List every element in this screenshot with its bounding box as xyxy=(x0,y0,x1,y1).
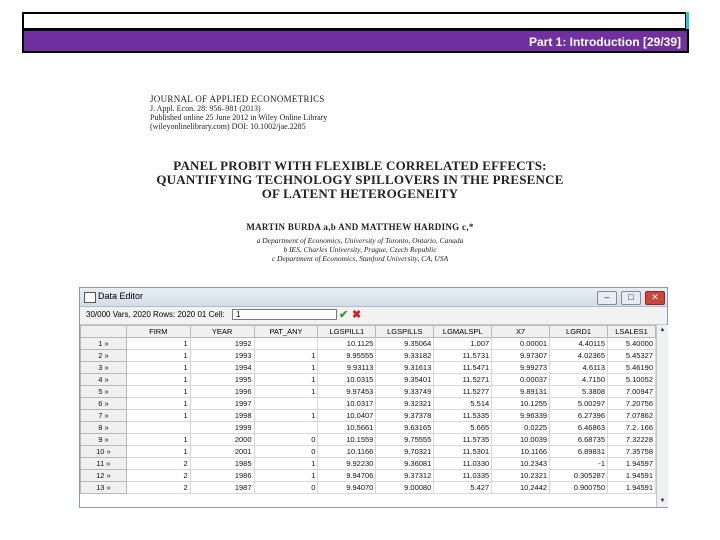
grid-cell[interactable]: 6.68735 xyxy=(550,434,608,446)
grid-cell[interactable]: 9.70321 xyxy=(376,446,434,458)
grid-cell[interactable]: 5.10052 xyxy=(608,374,656,386)
window-title: Data Editor xyxy=(98,291,144,301)
grid-cell[interactable]: 11.5301 xyxy=(434,446,492,458)
grid-cell[interactable]: 2 xyxy=(126,470,190,482)
grid-cell[interactable]: 4.02365 xyxy=(550,350,608,362)
grid-cell[interactable]: 1 xyxy=(254,386,318,398)
table-row xyxy=(81,338,656,350)
grid-cell[interactable]: 6.89831 xyxy=(550,446,608,458)
row-header[interactable]: 6 » xyxy=(81,398,127,410)
grid-cell[interactable]: 11.5735 xyxy=(434,434,492,446)
journal-published: Published online 25 June 2012 in Wiley Online Library xyxy=(150,113,328,122)
paper-title-line1: PANEL PROBIT WITH FLEXIBLE CORRELATED EFFECTS: xyxy=(173,158,547,173)
column-header[interactable]: PAT_ANY xyxy=(254,326,318,338)
grid-header-row xyxy=(81,326,656,338)
grid-cell[interactable]: 1 xyxy=(254,362,318,374)
data-grid-viewport[interactable] xyxy=(80,325,656,507)
grid-cell[interactable]: 10.2442 xyxy=(492,482,550,494)
grid-cell[interactable]: 9.36081 xyxy=(376,458,434,470)
paper-title-line3: OF LATENT HETEROGENEITY xyxy=(261,186,459,201)
grid-cell[interactable]: 9.63165 xyxy=(376,422,434,434)
grid-cell[interactable]: 9.99273 xyxy=(492,362,550,374)
grid-cell[interactable]: 4.6113 xyxy=(550,362,608,374)
table-row xyxy=(81,434,656,446)
grid-cell[interactable]: 11.5271 xyxy=(434,374,492,386)
grid-cell[interactable]: 0.00037 xyxy=(492,374,550,386)
grid-cell[interactable]: 10.5661 xyxy=(318,422,376,434)
table-row xyxy=(81,398,656,410)
grid-cell[interactable]: 5.3808 xyxy=(550,386,608,398)
grid-cell[interactable]: 9.75555 xyxy=(376,434,434,446)
column-header[interactable]: LGSPILLS xyxy=(376,326,434,338)
grid-cell[interactable]: 7.2. 166 xyxy=(608,422,656,434)
grid-cell[interactable]: 1992 xyxy=(190,338,254,350)
grid-cell[interactable]: 1.007 xyxy=(434,338,492,350)
grid-icon xyxy=(84,292,96,303)
grid-cell[interactable]: 0.00001 xyxy=(492,338,550,350)
grid-cell[interactable]: 1 xyxy=(126,362,190,374)
column-header[interactable]: YEAR xyxy=(190,326,254,338)
grid-cell[interactable]: 9.00080 xyxy=(376,482,434,494)
grid-cell[interactable]: 0 xyxy=(254,446,318,458)
scroll-down-arrow-icon[interactable]: ▼ xyxy=(659,498,666,504)
grid-cell[interactable] xyxy=(254,338,318,350)
grid-cell[interactable]: 1995 xyxy=(190,374,254,386)
grid-cell[interactable]: 1994 xyxy=(190,362,254,374)
grid-cell[interactable]: 10.2343 xyxy=(492,458,550,470)
grid-cell[interactable]: 11.0330 xyxy=(434,458,492,470)
grid-cell[interactable]: 7.00947 xyxy=(608,386,656,398)
slide-title: Part 1: Introduction [29/39] xyxy=(528,35,681,49)
grid-cell[interactable]: 4.40115 xyxy=(550,338,608,350)
grid-cell[interactable]: 1 xyxy=(126,434,190,446)
grid-cell[interactable]: 10.0039 xyxy=(492,434,550,446)
grid-cell[interactable]: 0.305287 xyxy=(550,470,608,482)
grid-cell[interactable]: 1 xyxy=(254,350,318,362)
data-grid xyxy=(80,325,656,494)
row-header[interactable]: 7 » xyxy=(81,410,127,422)
grid-cell[interactable]: 1997 xyxy=(190,398,254,410)
grid-cell[interactable]: 9.92230 xyxy=(318,458,376,470)
grid-cell[interactable]: 9.37378 xyxy=(376,410,434,422)
grid-cell[interactable]: 1.94591 xyxy=(608,470,656,482)
grid-cell[interactable]: 9.94706 xyxy=(318,470,376,482)
grid-cell[interactable]: 1 xyxy=(254,374,318,386)
grid-cell[interactable]: 9.97453 xyxy=(318,386,376,398)
grid-cell[interactable]: 1.94591 xyxy=(608,482,656,494)
maximize-button[interactable]: □ xyxy=(621,291,641,305)
grid-cell[interactable]: 0 xyxy=(254,482,318,494)
slide-header-strip xyxy=(22,12,687,29)
paper-authors: MARTIN BURDA a,b AND MATTHEW HARDING c,* xyxy=(246,222,474,232)
grid-cell[interactable]: 10.1559 xyxy=(318,434,376,446)
grid-cell[interactable]: 10.2321 xyxy=(492,470,550,482)
grid-cell[interactable]: 1 xyxy=(126,338,190,350)
grid-cell[interactable]: 1.94597 xyxy=(608,458,656,470)
grid-cell[interactable]: 1 xyxy=(254,410,318,422)
slide-header-accent xyxy=(686,12,689,29)
journal-citation: J. Appl. Econ. 28: 956–981 (2013) xyxy=(150,104,261,113)
affiliation-c: c Department of Economics, Stanford University, CA, USA xyxy=(271,254,449,263)
grid-cell[interactable]: 11.5277 xyxy=(434,386,492,398)
grid-cell[interactable]: 1 xyxy=(126,398,190,410)
grid-cell[interactable]: 1993 xyxy=(190,350,254,362)
paper-title xyxy=(150,159,570,201)
cell-value-input[interactable] xyxy=(232,309,337,320)
editor-toolbar xyxy=(80,307,667,325)
grid-cell[interactable]: 1 xyxy=(254,470,318,482)
table-row xyxy=(81,410,656,422)
affiliation-b: b IES, Charles University, Prague, Czech Republic xyxy=(283,245,437,254)
grid-cell[interactable]: 9.96339 xyxy=(492,410,550,422)
table-row xyxy=(81,458,656,470)
row-header[interactable]: 3 » xyxy=(81,362,127,374)
grid-cell[interactable]: 4.7150 xyxy=(550,374,608,386)
grid-cell[interactable] xyxy=(254,422,318,434)
grid-cell[interactable]: 10.0317 xyxy=(318,398,376,410)
grid-cell[interactable]: 1 xyxy=(126,386,190,398)
grid-cell[interactable]: 11.5335 xyxy=(434,410,492,422)
journal-doi: (wileyonlinelibrary.com) DOI: 10.1002/jae.2285 xyxy=(150,122,306,131)
grid-cell[interactable]: 9.35064 xyxy=(376,338,434,350)
grid-cell[interactable]: 9.33749 xyxy=(376,386,434,398)
column-header[interactable]: LGMALSPL xyxy=(434,326,492,338)
grid-cell[interactable]: 1 xyxy=(126,446,190,458)
slide-title-bar xyxy=(22,29,689,53)
grid-cell[interactable]: 1 xyxy=(126,350,190,362)
grid-cell[interactable]: 5.514 xyxy=(434,398,492,410)
dataset-info: 30/000 Vars, 2020 Rows: 2020 01 Cell: xyxy=(86,310,225,319)
grid-cell[interactable]: 1987 xyxy=(190,482,254,494)
grid-cell[interactable]: 11.5731 xyxy=(434,350,492,362)
grid-cell[interactable]: 6.27396 xyxy=(550,410,608,422)
grid-cell[interactable]: 11.5471 xyxy=(434,362,492,374)
grid-cell[interactable]: 10.1166 xyxy=(318,446,376,458)
table-row xyxy=(81,350,656,362)
grid-cell[interactable] xyxy=(254,398,318,410)
grid-cell[interactable]: 2000 xyxy=(190,434,254,446)
grid-cell[interactable]: 1996 xyxy=(190,386,254,398)
grid-cell[interactable]: 1999 xyxy=(190,422,254,434)
column-header[interactable]: FIRM xyxy=(126,326,190,338)
column-header[interactable]: X7 xyxy=(492,326,550,338)
table-row xyxy=(81,386,656,398)
grid-cell[interactable]: 9.89131 xyxy=(492,386,550,398)
grid-cell[interactable]: 0.900750 xyxy=(550,482,608,494)
affiliation-a: a Department of Economics, University of Toronto, Ontario, Canada xyxy=(256,236,464,245)
row-header[interactable]: 5 » xyxy=(81,386,127,398)
grid-cell[interactable]: 1 xyxy=(126,410,190,422)
grid-cell[interactable]: 6.46863 xyxy=(550,422,608,434)
grid-cell[interactable]: 1 xyxy=(126,374,190,386)
row-header[interactable]: 13 » xyxy=(81,482,127,494)
grid-cell[interactable]: 10.1166 xyxy=(492,446,550,458)
grid-cell[interactable]: 10.0315 xyxy=(318,374,376,386)
grid-cell[interactable]: -1 xyxy=(550,458,608,470)
grid-corner xyxy=(81,326,127,338)
paper-title-line2: QUANTIFYING TECHNOLOGY SPILLOVERS IN THE PRESENCE xyxy=(156,172,564,187)
column-header[interactable]: LGSPILL1 xyxy=(318,326,376,338)
journal-name: JOURNAL OF APPLIED ECONOMETRICS xyxy=(150,94,325,104)
window-titlebar[interactable] xyxy=(80,288,667,307)
grid-cell[interactable]: 0 xyxy=(254,434,318,446)
confirm-check-icon[interactable]: ✔ xyxy=(339,309,349,321)
grid-cell[interactable]: 9.31613 xyxy=(376,362,434,374)
row-header[interactable]: 12 » xyxy=(81,470,127,482)
grid-cell[interactable]: 5.46190 xyxy=(608,362,656,374)
grid-cell[interactable]: 5.00297 xyxy=(550,398,608,410)
grid-cell[interactable]: 9.33182 xyxy=(376,350,434,362)
scroll-up-arrow-icon[interactable]: ▲ xyxy=(659,327,666,333)
row-header[interactable]: 4 » xyxy=(81,374,127,386)
grid-cell[interactable]: 9.93113 xyxy=(318,362,376,374)
close-button[interactable]: ✕ xyxy=(645,291,665,305)
grid-cell[interactable]: 2 xyxy=(126,458,190,470)
grid-cell[interactable]: 5.45327 xyxy=(608,350,656,362)
row-header[interactable]: 2 » xyxy=(81,350,127,362)
grid-cell[interactable]: 7.32228 xyxy=(608,434,656,446)
grid-cell[interactable]: 9.37312 xyxy=(376,470,434,482)
column-header[interactable]: LGRD1 xyxy=(550,326,608,338)
grid-cell[interactable]: 9.94070 xyxy=(318,482,376,494)
grid-cell[interactable]: 9.95555 xyxy=(318,350,376,362)
table-row xyxy=(81,422,656,434)
grid-cell[interactable]: 1 xyxy=(254,458,318,470)
grid-cell[interactable]: 9.97307 xyxy=(492,350,550,362)
table-row xyxy=(81,374,656,386)
grid-cell[interactable]: 7.35758 xyxy=(608,446,656,458)
grid-cell[interactable]: 5.40000 xyxy=(608,338,656,350)
grid-cell[interactable]: 5.427 xyxy=(434,482,492,494)
grid-cell[interactable]: 1985 xyxy=(190,458,254,470)
vertical-scrollbar[interactable] xyxy=(656,325,668,507)
grid-cell[interactable]: 5.665 xyxy=(434,422,492,434)
row-header[interactable]: 9 » xyxy=(81,434,127,446)
grid-cell[interactable]: 1998 xyxy=(190,410,254,422)
grid-cell[interactable]: 1986 xyxy=(190,470,254,482)
grid-cell[interactable]: 10.0407 xyxy=(318,410,376,422)
grid-cell[interactable]: 0.0225 xyxy=(492,422,550,434)
row-header[interactable]: 11 » xyxy=(81,458,127,470)
row-header[interactable]: 10 » xyxy=(81,446,127,458)
column-header[interactable]: LSALES1 xyxy=(608,326,656,338)
grid-cell[interactable]: 2 xyxy=(126,482,190,494)
grid-cell[interactable]: 2001 xyxy=(190,446,254,458)
grid-cell[interactable]: 11.0335 xyxy=(434,470,492,482)
minimize-button[interactable]: – xyxy=(597,291,617,305)
grid-cell[interactable] xyxy=(126,422,190,434)
grid-cell[interactable]: 9.32321 xyxy=(376,398,434,410)
row-header[interactable]: 1 » xyxy=(81,338,127,350)
table-row xyxy=(81,470,656,482)
grid-cell[interactable]: 10.1125 xyxy=(318,338,376,350)
grid-cell[interactable]: 7.20756 xyxy=(608,398,656,410)
grid-cell[interactable]: 10.1255 xyxy=(492,398,550,410)
table-row xyxy=(81,362,656,374)
grid-cell[interactable]: 9.35401 xyxy=(376,374,434,386)
table-row xyxy=(81,482,656,494)
cancel-x-icon[interactable]: ✖ xyxy=(352,309,362,321)
paper-header xyxy=(150,94,570,263)
data-editor-window xyxy=(79,287,668,508)
grid-cell[interactable]: 7.07862 xyxy=(608,410,656,422)
table-row xyxy=(81,446,656,458)
row-header[interactable]: 8 » xyxy=(81,422,127,434)
